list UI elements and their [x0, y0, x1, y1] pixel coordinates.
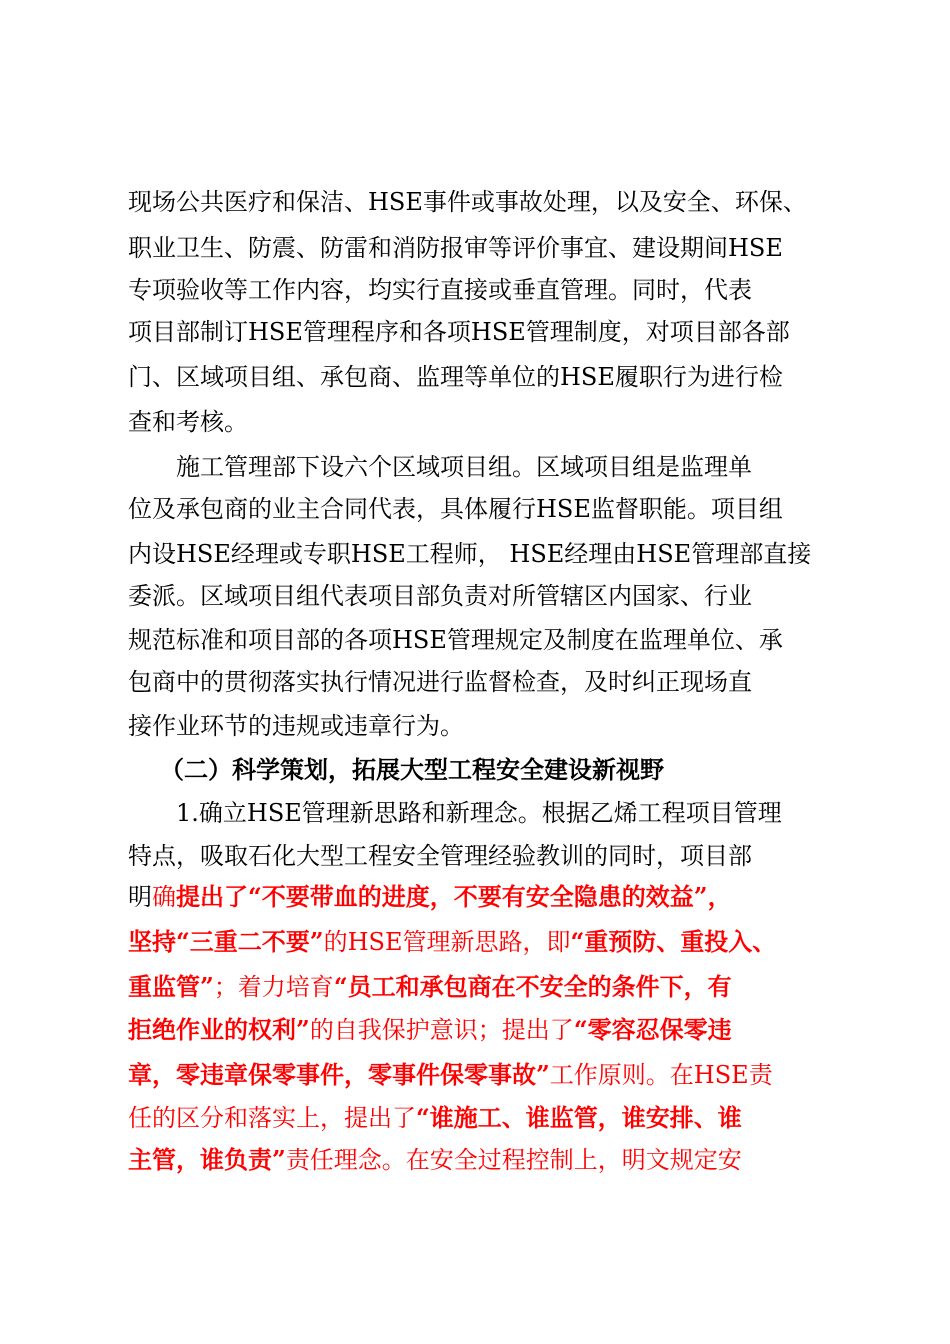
paragraph-line: [128, 1009, 848, 1051]
paragraph-line: 查和考核。: [128, 408, 248, 436]
highlight-text: 提出了“不要带血的进度，不要有安全隐患的效益”，: [176, 882, 732, 911]
highlight-text: 确: [152, 883, 176, 911]
paragraph-line: 门、区域项目组、承包商、监理等单位的HSE履职行为进行检: [128, 363, 783, 391]
paragraph-line: [128, 1054, 848, 1096]
paragraph-line: [128, 921, 848, 963]
paragraph-line: 施工管理部下设六个区域项目组。区域项目组是监理单: [176, 453, 752, 481]
paragraph-line: 位及承包商的业主合同代表，具体履行HSE监督职能。项目组: [128, 495, 783, 523]
highlight-text: “零容忍保零违: [573, 1015, 732, 1044]
highlight-text: “员工和承包商在不安全的条件下，有: [333, 972, 732, 1001]
highlight-text: ；着力培育: [213, 973, 334, 1001]
highlight-text: “重预防、重投入、: [570, 927, 777, 956]
paragraph-line: [128, 1097, 848, 1139]
paragraph-line: 现场公共医疗和保洁、HSE事件或事故处理，以及安全、环保、: [128, 188, 807, 216]
paragraph-line: [128, 1139, 848, 1181]
paragraph-line: 内设HSE经理或专职HSE工程师， HSE经理由HSE管理部直接: [128, 540, 812, 568]
paragraph-line: 项目部制订HSE管理程序和各项HSE管理制度，对项目部各部: [128, 318, 790, 346]
highlight-text: 重监管”: [128, 972, 214, 1001]
highlight-text: 主管，谁负责”: [128, 1145, 286, 1174]
section-heading: （二）科学策划，拓展大型工程安全建设新视野: [160, 755, 664, 784]
paragraph-line: 接作业环节的违规或违章行为。: [128, 712, 464, 740]
highlight-text: 工作原则。在HSE责: [549, 1061, 773, 1089]
highlight-text: 责任理念。在安全过程控制上，明文规定安: [285, 1146, 742, 1174]
highlight-text: 坚持“三重二不要”: [128, 927, 324, 956]
highlight-text: 的自我保护意识；提出了: [309, 1016, 574, 1044]
highlight-text: 拒绝作业的权利”: [128, 1015, 310, 1044]
highlight-text: “谁施工、谁监管，谁安排、谁: [416, 1103, 742, 1132]
paragraph-line: 特点，吸取石化大型工程安全管理经验教训的同时，项目部: [128, 842, 752, 870]
highlight-text: 任的区分和落实上，提出了: [128, 1104, 416, 1132]
paragraph-line: [128, 876, 848, 918]
paragraph-line: 职业卫生、防震、防雷和消防报审等评价事宜、建设期间HSE: [128, 234, 783, 262]
text-run: 明: [128, 883, 152, 911]
paragraph-line: 1.确立HSE管理新思路和新理念。根据乙烯工程项目管理: [176, 799, 782, 827]
paragraph-line: 委派。区域项目组代表项目部负责对所管辖区内国家、行业: [128, 582, 752, 610]
highlight-text: 章，零违章保零事件，零事件保零事故”: [128, 1060, 550, 1089]
paragraph-line: 专项验收等工作内容，均实行直接或垂直管理。同时，代表: [128, 276, 752, 304]
highlight-text: 的HSE管理新思路，即: [323, 928, 571, 956]
paragraph-line: 规范标准和项目部的各项HSE管理规定及制度在监理单位、承: [128, 626, 783, 654]
paragraph-line: [128, 966, 848, 1008]
paragraph-line: 包商中的贯彻落实执行情况进行监督检查，及时纠正现场直: [128, 668, 752, 696]
